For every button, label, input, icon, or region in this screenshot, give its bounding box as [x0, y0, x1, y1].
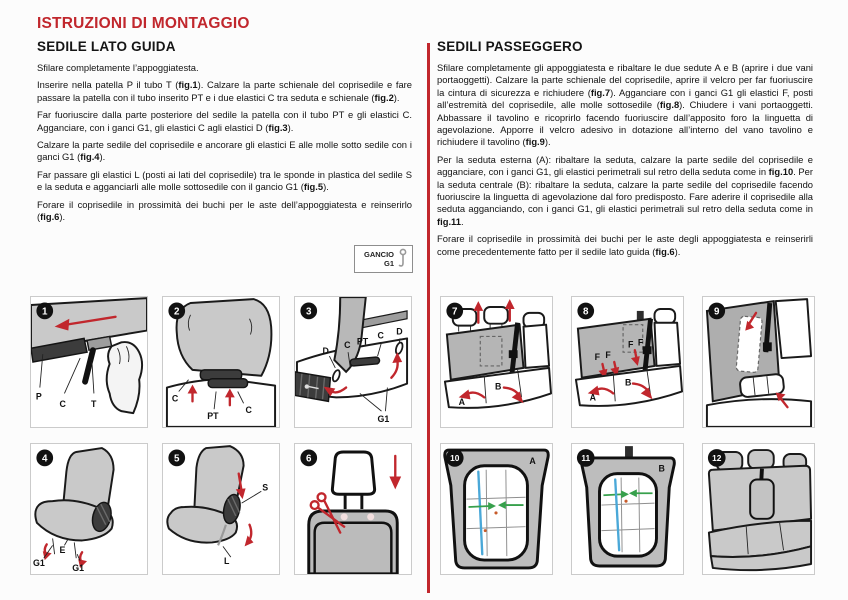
figure-label: F — [594, 352, 600, 363]
instruction-paragraph: Far fuoriuscire dalla parte posteriore del sedile la patella con il tubo PT e gli elastici C. Agganciare, con i ganci G1, gli elastici C agli elastici D (fig.3). — [37, 109, 412, 133]
figure-label: C — [171, 393, 179, 404]
figure-label: B — [495, 381, 502, 392]
figure-label: PT — [207, 411, 219, 422]
figure-grid-left — [30, 296, 412, 575]
instruction-paragraph: Per la seduta esterna (A): ribaltare la seduta, calzare la parte sedile del coprisedile e agganciare, con i ganci G1, gli elastici perimetrali sul retro della seduta come in fig.10. Per la seduta centrale (B): ribaltare la seduta, calzare la parte sedile del coprisedile facendo fuoriuscire la linguetta di agevolazione dal foro predisposto. Fare aderire il coprisedile alla seduta agganciando, con i ganci G1, gli elastici perimetrali sul retro della seduta come in fig.11. — [437, 153, 813, 227]
figure-label: G1 — [32, 558, 45, 569]
right-heading: SEDILI PASSEGGERO — [437, 39, 583, 54]
figure-number: 3 — [306, 306, 312, 318]
figure-panel-8 — [571, 296, 684, 428]
figure-3-illustration — [295, 297, 411, 427]
figure-label: D — [396, 326, 403, 337]
figure-label: P — [35, 391, 42, 402]
figure-8-illustration — [572, 297, 683, 427]
figure-label: A — [529, 455, 536, 466]
figure-number: 11 — [581, 452, 591, 463]
figure-1-illustration — [31, 297, 147, 427]
figure-label: E — [59, 545, 66, 556]
figure-panel-4 — [30, 443, 148, 575]
figure-label: F — [637, 337, 644, 348]
figure-label: B — [658, 463, 665, 474]
figure-number: 6 — [306, 453, 312, 465]
column-divider — [427, 43, 430, 593]
left-heading: SEDILE LATO GUIDA — [37, 39, 176, 54]
figure-label: G1 — [72, 562, 85, 573]
figure-label: C — [245, 405, 252, 416]
gancio-g1-legend-box — [354, 245, 413, 273]
figure-panel-11 — [571, 443, 684, 575]
figure-label: S — [262, 482, 269, 493]
figure-12-illustration — [703, 444, 814, 574]
figure-10-illustration — [441, 444, 552, 574]
figure-4-illustration — [31, 444, 147, 574]
figure-grid-right — [440, 296, 815, 575]
instruction-paragraph: Far passare gli elastici L (posti ai lati del coprisedile) tra le sponde in plastica del sedile S e la seduta e agganciarli alle molle sottosedile con il gancio G1 (fig.5). — [37, 168, 412, 193]
figure-7-illustration — [441, 297, 552, 427]
figure-panel-2 — [162, 296, 280, 428]
figure-label: F — [605, 350, 611, 361]
gancio-g1-label: GANCIO G1 — [364, 250, 394, 268]
figure-label: A — [458, 397, 466, 408]
figure-number: 9 — [714, 306, 720, 318]
figure-label: T — [90, 399, 97, 410]
figure-number: 5 — [174, 453, 180, 465]
figure-number: 1 — [42, 306, 48, 318]
figure-label: L — [223, 556, 230, 567]
figure-number: 10 — [450, 452, 460, 463]
figure-number: 4 — [42, 453, 48, 465]
figure-2-illustration — [163, 297, 279, 427]
instruction-paragraph: Calzare la parte sedile del coprisedile e ancorare gli elastici E alle molle sotto sedile con i ganci G1 (fig.4). — [37, 139, 412, 163]
figure-label: C — [59, 399, 66, 410]
figure-label: PT — [356, 336, 369, 347]
figure-label: C — [344, 340, 351, 351]
figure-panel-10 — [440, 443, 553, 575]
figure-label: C — [377, 330, 384, 341]
figure-panel-3 — [294, 296, 412, 428]
figure-panel-7 — [440, 296, 553, 428]
instruction-paragraph: Forare il coprisedile in prossimità dei buchi per le aste degli appoggiatesta e reinserirli come precedentemente fatto per il sedile lato guida (fig.6). — [437, 233, 813, 257]
instruction-paragraph: Sfilare completamente l’appoggiatesta. — [37, 62, 199, 73]
figure-number: 7 — [452, 306, 458, 318]
instruction-paragraph: Sfilare completamente gli appoggiatesta e ribaltare le due sedute A e B (aprire i due vani portaoggetti). Calzare la parte schienale del coprisedile, aprire il velcro per far fuoriuscire la cintura di sicurezza e richiudere (fig.7). Agganciare con i ganci G1 gli elastici F, posti all’estremità del coprisedile, alle molle sottosedile (fig.8). Chiudere i vani portaoggetti. Abbassare il tavolino e ricoprirlo facendo fuoriuscire dall’apposito foro la linguetta di agevolazione. Apporre il velcro adesivo in dotazione all’interno del vano tavolino e richiudere il tavolino (fig.9). — [437, 62, 814, 148]
figure-11-illustration — [572, 444, 683, 574]
figure-panel-5 — [162, 443, 280, 575]
figure-panel-9 — [702, 296, 815, 428]
instruction-paragraph: Forare il coprisedile in prossimità dei buchi per le aste dell’appoggiatesta e reinserirlo (fig.6). — [37, 198, 412, 223]
figure-panel-6 — [294, 443, 412, 575]
figure-number: 12 — [712, 452, 722, 463]
figure-label: A — [589, 392, 597, 403]
right-column — [437, 39, 813, 263]
figure-label: F — [627, 339, 634, 350]
figure-number: 2 — [174, 306, 180, 318]
figure-number: 8 — [583, 306, 589, 318]
figure-6-illustration — [295, 444, 411, 574]
figure-5-illustration — [163, 444, 279, 574]
figure-panel-1 — [30, 296, 148, 428]
left-column — [37, 39, 412, 228]
figure-label: D — [322, 346, 329, 357]
figure-label: B — [625, 377, 632, 388]
instruction-paragraph: Inserire nella patella P il tubo T (fig.1). Calzare la parte schienale del coprisedile e fare passare la patella con il tubo inserito PT e i due elastici C tra seduta e schienale (fig.2). — [37, 79, 412, 103]
figure-9-illustration — [703, 297, 814, 427]
page-title: ISTRUZIONI DI MONTAGGIO — [37, 15, 250, 32]
hook-icon — [397, 248, 408, 270]
figure-panel-12 — [702, 443, 815, 575]
figure-label: G1 — [377, 413, 390, 424]
